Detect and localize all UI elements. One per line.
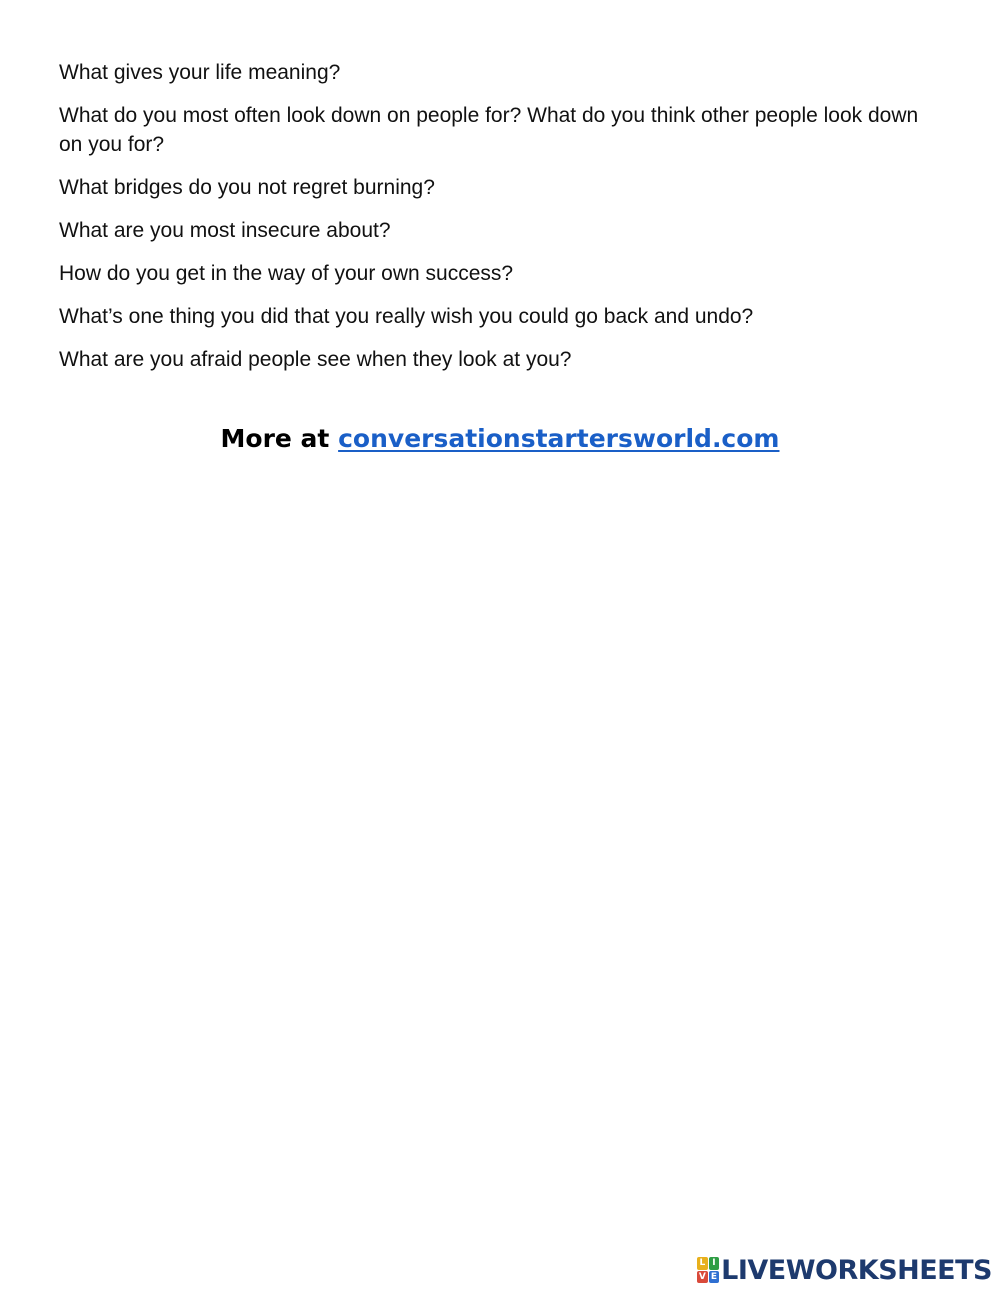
logo-letter-l: L: [697, 1257, 708, 1270]
logo-letter-e: E: [709, 1271, 720, 1284]
liveworksheets-logo-icon: [697, 1257, 719, 1283]
logo-letter-i: I: [709, 1257, 720, 1270]
question-list: [59, 58, 919, 388]
brand-name: LIVEWORKSHEETS: [721, 1254, 992, 1286]
liveworksheets-brand[interactable]: [697, 1254, 992, 1286]
question-1: What gives your life meaning?: [59, 61, 341, 84]
question-7: What are you afraid people see when they look at you?: [59, 348, 572, 371]
question-2: What do you most often look down on people for? What do you think other people look down on you for?: [59, 104, 919, 156]
logo-letter-v: V: [698, 1271, 706, 1282]
question-3: What bridges do you not regret burning?: [59, 176, 435, 199]
more-at-line: [0, 424, 1000, 453]
more-at-prefix: More at: [220, 424, 330, 453]
question-4: What are you most insecure about?: [59, 219, 391, 242]
question-5: How do you get in the way of your own success?: [59, 262, 514, 285]
website-link[interactable]: conversationstartersworld.com: [338, 424, 780, 453]
question-6: What’s one thing you did that you really wish you could go back and undo?: [59, 305, 754, 328]
